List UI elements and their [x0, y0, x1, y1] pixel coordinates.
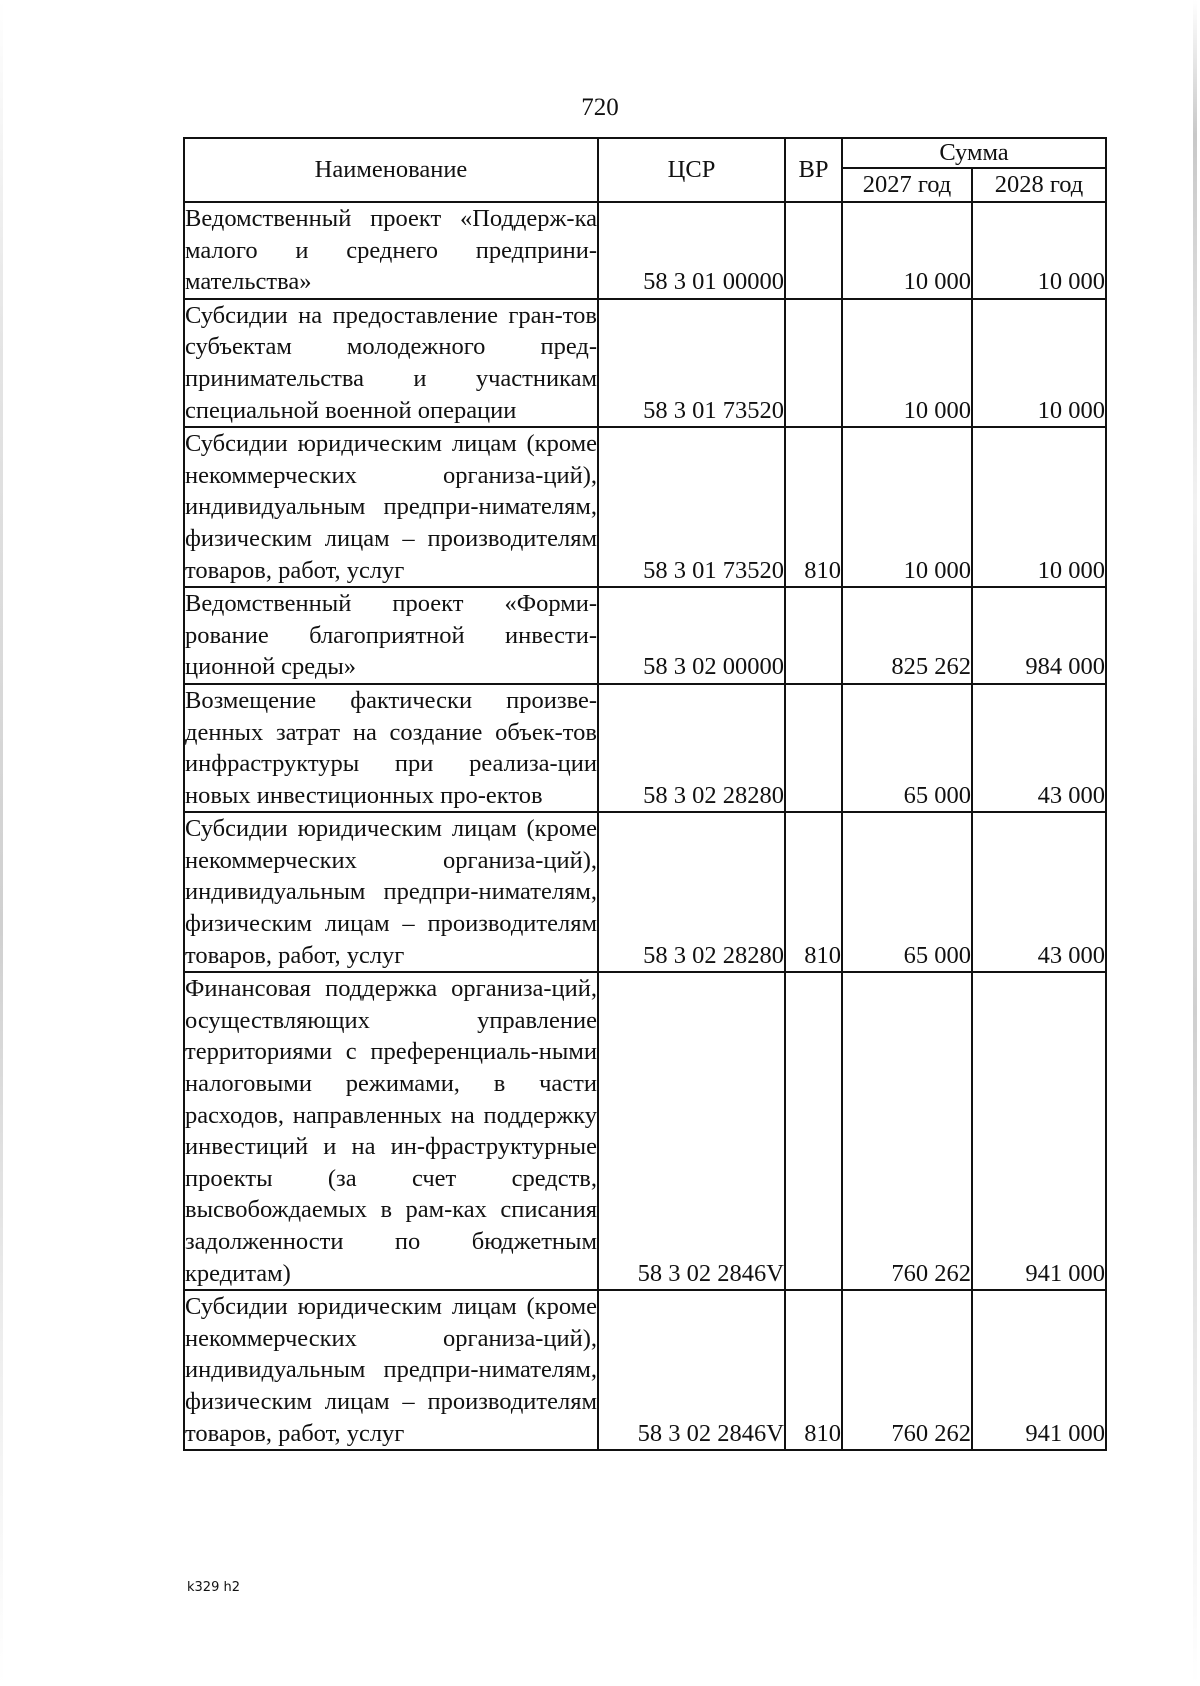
- budget-table: [183, 137, 1107, 1451]
- table-row: [184, 427, 1106, 587]
- row-vr: [785, 587, 842, 684]
- row-amount-2028: 10 000: [972, 202, 1106, 299]
- header-vr: ВР: [785, 138, 842, 202]
- row-name: Субсидии юридическим лицам (кроме некоммерческих организа-ций), индивидуальным предпри-нимателям, физическим лицам – производителям товаров, работ, услуг: [184, 1290, 598, 1450]
- row-amount-2027: 10 000: [842, 299, 972, 427]
- row-vr: [785, 972, 842, 1290]
- page-number: 720: [581, 94, 619, 121]
- row-name: Финансовая поддержка организа-ций, осуществляющих управление территориями с преференциаль-ными налоговыми режимами, в части расходов, направленных на поддержку инвестиций и на ин-фраструктурные проекты (за счет средств, высвобождаемых в рам-ках списания задолженности по бюджетным кредитам): [184, 972, 598, 1290]
- table-row: [184, 972, 1106, 1290]
- row-amount-2028: 941 000: [972, 1290, 1106, 1450]
- row-amount-2027: 10 000: [842, 202, 972, 299]
- row-amount-2027: 825 262: [842, 587, 972, 684]
- header-csr: ЦСР: [598, 138, 785, 202]
- table-row: [184, 202, 1106, 299]
- scan-edge-right: [1193, 0, 1197, 1686]
- row-amount-2027: 65 000: [842, 812, 972, 972]
- row-amount-2027: 760 262: [842, 972, 972, 1290]
- footer-code: k329 h2: [187, 1580, 240, 1595]
- header-name: Наименование: [184, 138, 598, 202]
- row-amount-2027: 760 262: [842, 1290, 972, 1450]
- table-header: [184, 138, 1106, 202]
- header-sum: Сумма: [842, 138, 1106, 168]
- row-amount-2028: 10 000: [972, 427, 1106, 587]
- row-name: Субсидии на предоставление гран-тов субъектам молодежного пред-принимательства и участникам специальной военной операции: [184, 299, 598, 427]
- row-amount-2028: 43 000: [972, 812, 1106, 972]
- scan-edge-left: [0, 0, 3, 1686]
- table-row: [184, 299, 1106, 427]
- row-csr: 58 3 01 00000: [598, 202, 785, 299]
- row-name: Субсидии юридическим лицам (кроме некоммерческих организа-ций), индивидуальным предпри-нимателям, физическим лицам – производителям товаров, работ, услуг: [184, 812, 598, 972]
- row-csr: 58 3 02 2846V: [598, 1290, 785, 1450]
- row-name: Ведомственный проект «Поддерж-ка малого и среднего предприни-мательства»: [184, 202, 598, 299]
- row-vr: [785, 202, 842, 299]
- row-name: Возмещение фактически произве-денных затрат на создание объек-тов инфраструктуры при реализа-ции новых инвестиционных про-ектов: [184, 684, 598, 812]
- header-year-2028: 2028 год: [972, 168, 1106, 202]
- table-body: [184, 202, 1106, 1450]
- row-amount-2028: 10 000: [972, 299, 1106, 427]
- row-vr: 810: [785, 427, 842, 587]
- table-row: [184, 1290, 1106, 1450]
- header-year-2027: 2027 год: [842, 168, 972, 202]
- row-vr: 810: [785, 812, 842, 972]
- table-row: [184, 684, 1106, 812]
- table-row: [184, 587, 1106, 684]
- row-vr: 810: [785, 1290, 842, 1450]
- row-vr: [785, 684, 842, 812]
- row-csr: 58 3 02 28280: [598, 812, 785, 972]
- row-csr: 58 3 02 28280: [598, 684, 785, 812]
- row-name: Субсидии юридическим лицам (кроме некоммерческих организа-ций), индивидуальным предпри-нимателям, физическим лицам – производителям товаров, работ, услуг: [184, 427, 598, 587]
- row-csr: 58 3 01 73520: [598, 427, 785, 587]
- table-row: [184, 812, 1106, 972]
- row-amount-2027: 65 000: [842, 684, 972, 812]
- row-amount-2028: 984 000: [972, 587, 1106, 684]
- row-amount-2028: 941 000: [972, 972, 1106, 1290]
- row-csr: 58 3 01 73520: [598, 299, 785, 427]
- row-csr: 58 3 02 00000: [598, 587, 785, 684]
- row-vr: [785, 299, 842, 427]
- row-name: Ведомственный проект «Форми-рование благоприятной инвести-ционной среды»: [184, 587, 598, 684]
- row-csr: 58 3 02 2846V: [598, 972, 785, 1290]
- row-amount-2028: 43 000: [972, 684, 1106, 812]
- row-amount-2027: 10 000: [842, 427, 972, 587]
